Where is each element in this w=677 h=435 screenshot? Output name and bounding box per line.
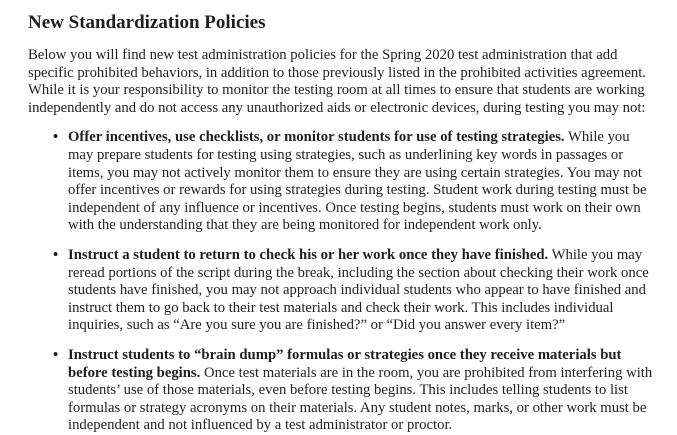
policy-content: [68, 129, 647, 233]
policy-content: [68, 247, 649, 333]
policy-content: [68, 347, 652, 433]
bullet-icon: •: [53, 129, 59, 146]
bullet-icon: •: [53, 246, 59, 263]
policy-body-text: While you may reread portions of the script during the break, including the section about checking their work once students have finished, you may not approach individual students who appear to have finished and instruct them to go back to their test materials and check their work. This includes individual inquiries, such as “Are you sure you are finished?” or “Did you answer every item?”: [68, 246, 649, 334]
policy-body-text: Once test materials are in the room, you are prohibited from interfering with students’ use of those materials, even before testing begins. This includes telling students to list formulas or strategy acronyms on their materials. Any student notes, marks, or other work must be independent and not influenced by a test administrator or proctor.: [68, 364, 653, 434]
policy-bold-lead: Offer incentives, use checklists, or monitor students for use of testing strategies.: [68, 129, 565, 146]
policy-bold-lead: Instruct a student to return to check his or her work once they have finished.: [68, 246, 549, 263]
policy-bold-lead: Instruct students to “brain dump” formulas or strategies once they receive materials but before testing begins.: [68, 346, 622, 381]
policy-item-brain-dump: [28, 347, 657, 435]
policy-item-offer-incentives: [28, 129, 657, 235]
policy-list: [28, 129, 657, 435]
intro-paragraph: Below you will find new test administration policies for the Spring 2020 test administration that add specific prohibited behaviors, in addition to those previously listed in the prohibited activities agreement. While it is your responsibility to monitor the testing room at all times to ensure that students are working independently and do not access any unauthorized aids or electronic devices, during testing you may not:: [28, 47, 646, 116]
policy-item-instruct-return: [28, 247, 657, 335]
policy-body-text: While you may prepare students for testing using strategies, such as underlining key words in passages or items, you may not actively monitor them to ensure they are using certain strategies. You may not offer incentives or rewards for using strategies during testing. Student work during testing must be independent of any influence or incentives. Once testing begins, students must work on their own with the understanding that they are being monitored for independent work only.: [68, 129, 647, 234]
bullet-icon: •: [53, 346, 59, 363]
page-title: New Standardization Policies: [28, 12, 266, 33]
